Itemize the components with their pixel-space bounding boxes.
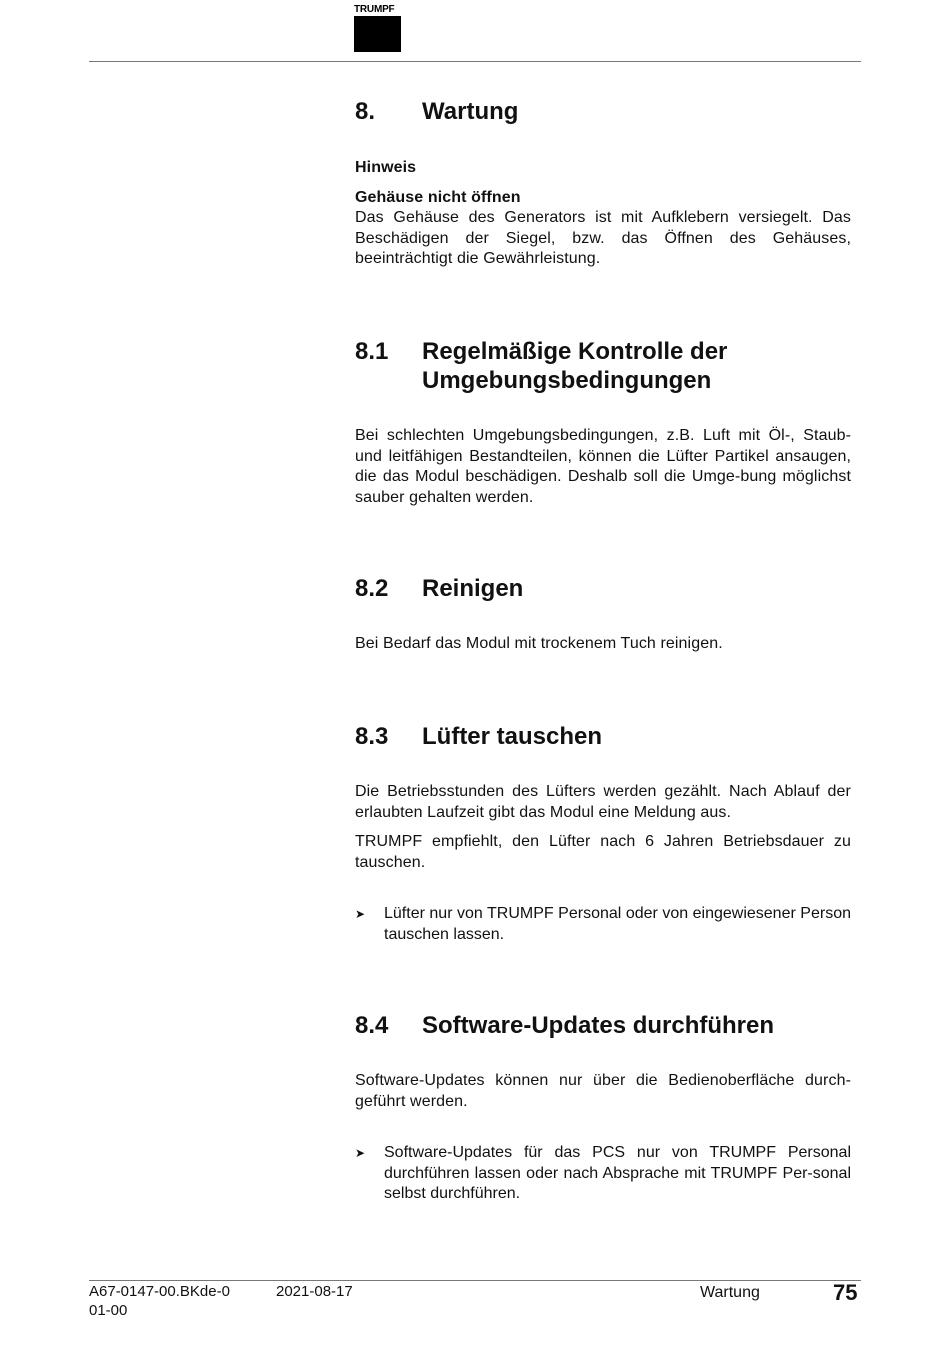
page-number: 75	[833, 1280, 858, 1305]
note-label: Hinweis	[355, 159, 417, 176]
section-number: 8.	[355, 98, 376, 125]
list-item-text: Software-Updates für das PCS nur von TRUMPF Personal durchführen lassen oder nach Absprache mit TRUMPF Per-sonal selbst durchführen.	[384, 1144, 851, 1202]
section-number: 8.4	[355, 1012, 389, 1039]
paragraph: Die Betriebsstunden des Lüfters werden gezählt. Nach Ablauf der erlaubten Laufzeit gibt das Modul eine Meldung aus.	[355, 783, 851, 821]
arrow-bullet-icon: ➤	[355, 1146, 366, 1160]
section-8-heading	[355, 97, 851, 126]
chapter-name: Wartung	[700, 1284, 760, 1301]
paragraph: Software-Updates können nur über die Bedienoberfläche durch-geführt werden.	[355, 1072, 851, 1110]
list-item	[355, 904, 851, 945]
section-number: 8.1	[355, 338, 389, 365]
paragraph: Bei schlechten Umgebungsbedingungen, z.B. Luft mit Öl-, Staub- und leitfähigen Bestandteilen, können die Lüfter Partikel ansaugen, die das Modul beschädigen. Deshalb soll die Umge-bung möglichst sauber gehalten werden.	[355, 427, 851, 506]
arrow-bullet-icon: ➤	[355, 907, 366, 921]
document-id: A67-0147-00.BKde-0 01-00	[89, 1283, 230, 1319]
section-8-1-heading	[355, 337, 851, 395]
paragraph: TRUMPF empfiehlt, den Lüfter nach 6 Jahren Betriebsdauer zu tauschen.	[355, 833, 851, 871]
section-title: Wartung	[422, 98, 519, 125]
trumpf-logo	[354, 5, 401, 52]
footer-divider	[89, 1280, 861, 1281]
section-number: 8.3	[355, 723, 389, 750]
section-title: Reinigen	[422, 575, 524, 602]
section-title: Regelmäßige Kontrolle der Umgebungsbedingungen	[422, 338, 728, 394]
header-divider	[89, 61, 861, 62]
list-item	[355, 1143, 851, 1205]
section-8-2-heading	[355, 574, 851, 603]
logo-block	[354, 16, 401, 52]
section-8-4-heading	[355, 1011, 851, 1040]
list-item-text: Lüfter nur von TRUMPF Personal oder von eingewiesener Person tauschen lassen.	[384, 905, 851, 943]
section-8-3-heading	[355, 722, 851, 751]
note-title: Gehäuse nicht öffnen	[355, 189, 521, 206]
document-date: 2021-08-17	[276, 1283, 353, 1300]
section-title: Software-Updates durchführen	[422, 1012, 775, 1039]
logo-text: TRUMPF	[354, 4, 395, 15]
section-number: 8.2	[355, 575, 389, 602]
note-body: Das Gehäuse des Generators ist mit Aufklebern versiegelt. Das Beschädigen der Siegel, bzw. das Öffnen des Gehäuses, beeinträchtigt die Gewährleistung.	[355, 209, 851, 267]
section-title: Lüfter tauschen	[422, 723, 603, 750]
paragraph: Bei Bedarf das Modul mit trockenem Tuch reinigen.	[355, 635, 723, 652]
